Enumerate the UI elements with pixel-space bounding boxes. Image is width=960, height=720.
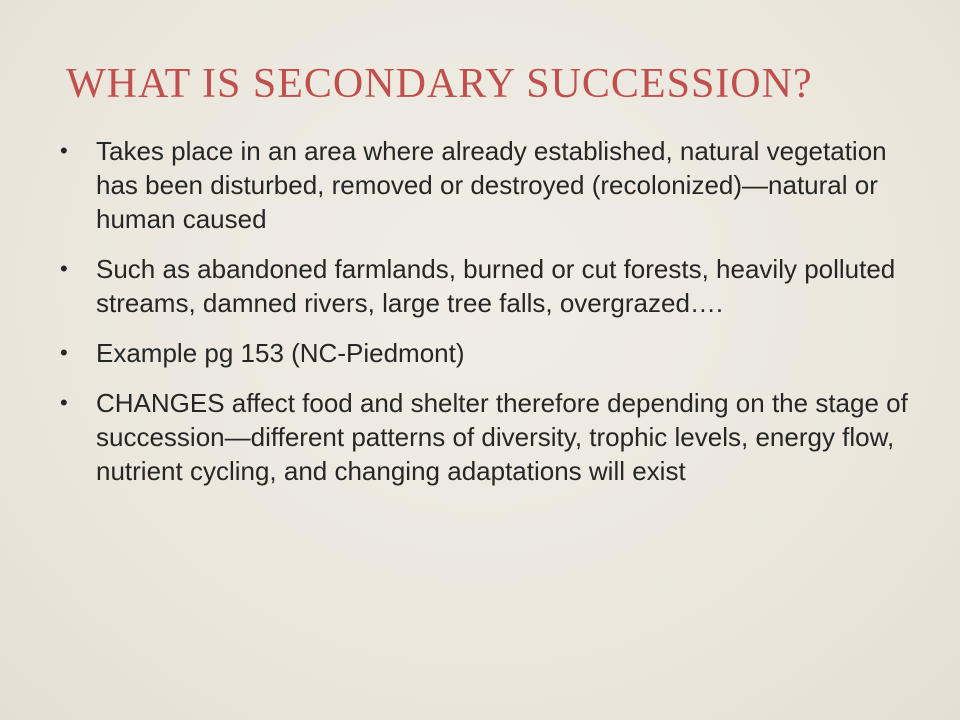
- bullet-item: [58, 134, 908, 236]
- bullet-dot-icon: •: [60, 256, 68, 281]
- bullet-item: [58, 386, 908, 488]
- bullet-text: Takes place in an area where already established, natural vegetation has been disturbed, removed or destroyed (recolonized)—natural or human caused: [96, 136, 887, 234]
- slide-title: WHAT IS SECONDARY SUCCESSION?: [66, 61, 813, 107]
- bullet-text: Such as abandoned farmlands, burned or cut forests, heavily polluted streams, damned rivers, large tree falls, overgrazed….: [96, 254, 896, 318]
- bullet-dot-icon: •: [60, 340, 68, 365]
- bullet-text: Example pg 153 (NC-Piedmont): [96, 338, 465, 368]
- bullet-text: CHANGES affect food and shelter therefore depending on the stage of succession—different patterns of diversity, trophic levels, energy flow, nutrient cycling, and changing adaptations will exist: [96, 388, 908, 486]
- bullet-list: [58, 134, 908, 504]
- bullet-item: [58, 252, 908, 320]
- bullet-dot-icon: •: [60, 390, 68, 415]
- bullet-dot-icon: •: [60, 138, 68, 163]
- bullet-item: [58, 336, 908, 370]
